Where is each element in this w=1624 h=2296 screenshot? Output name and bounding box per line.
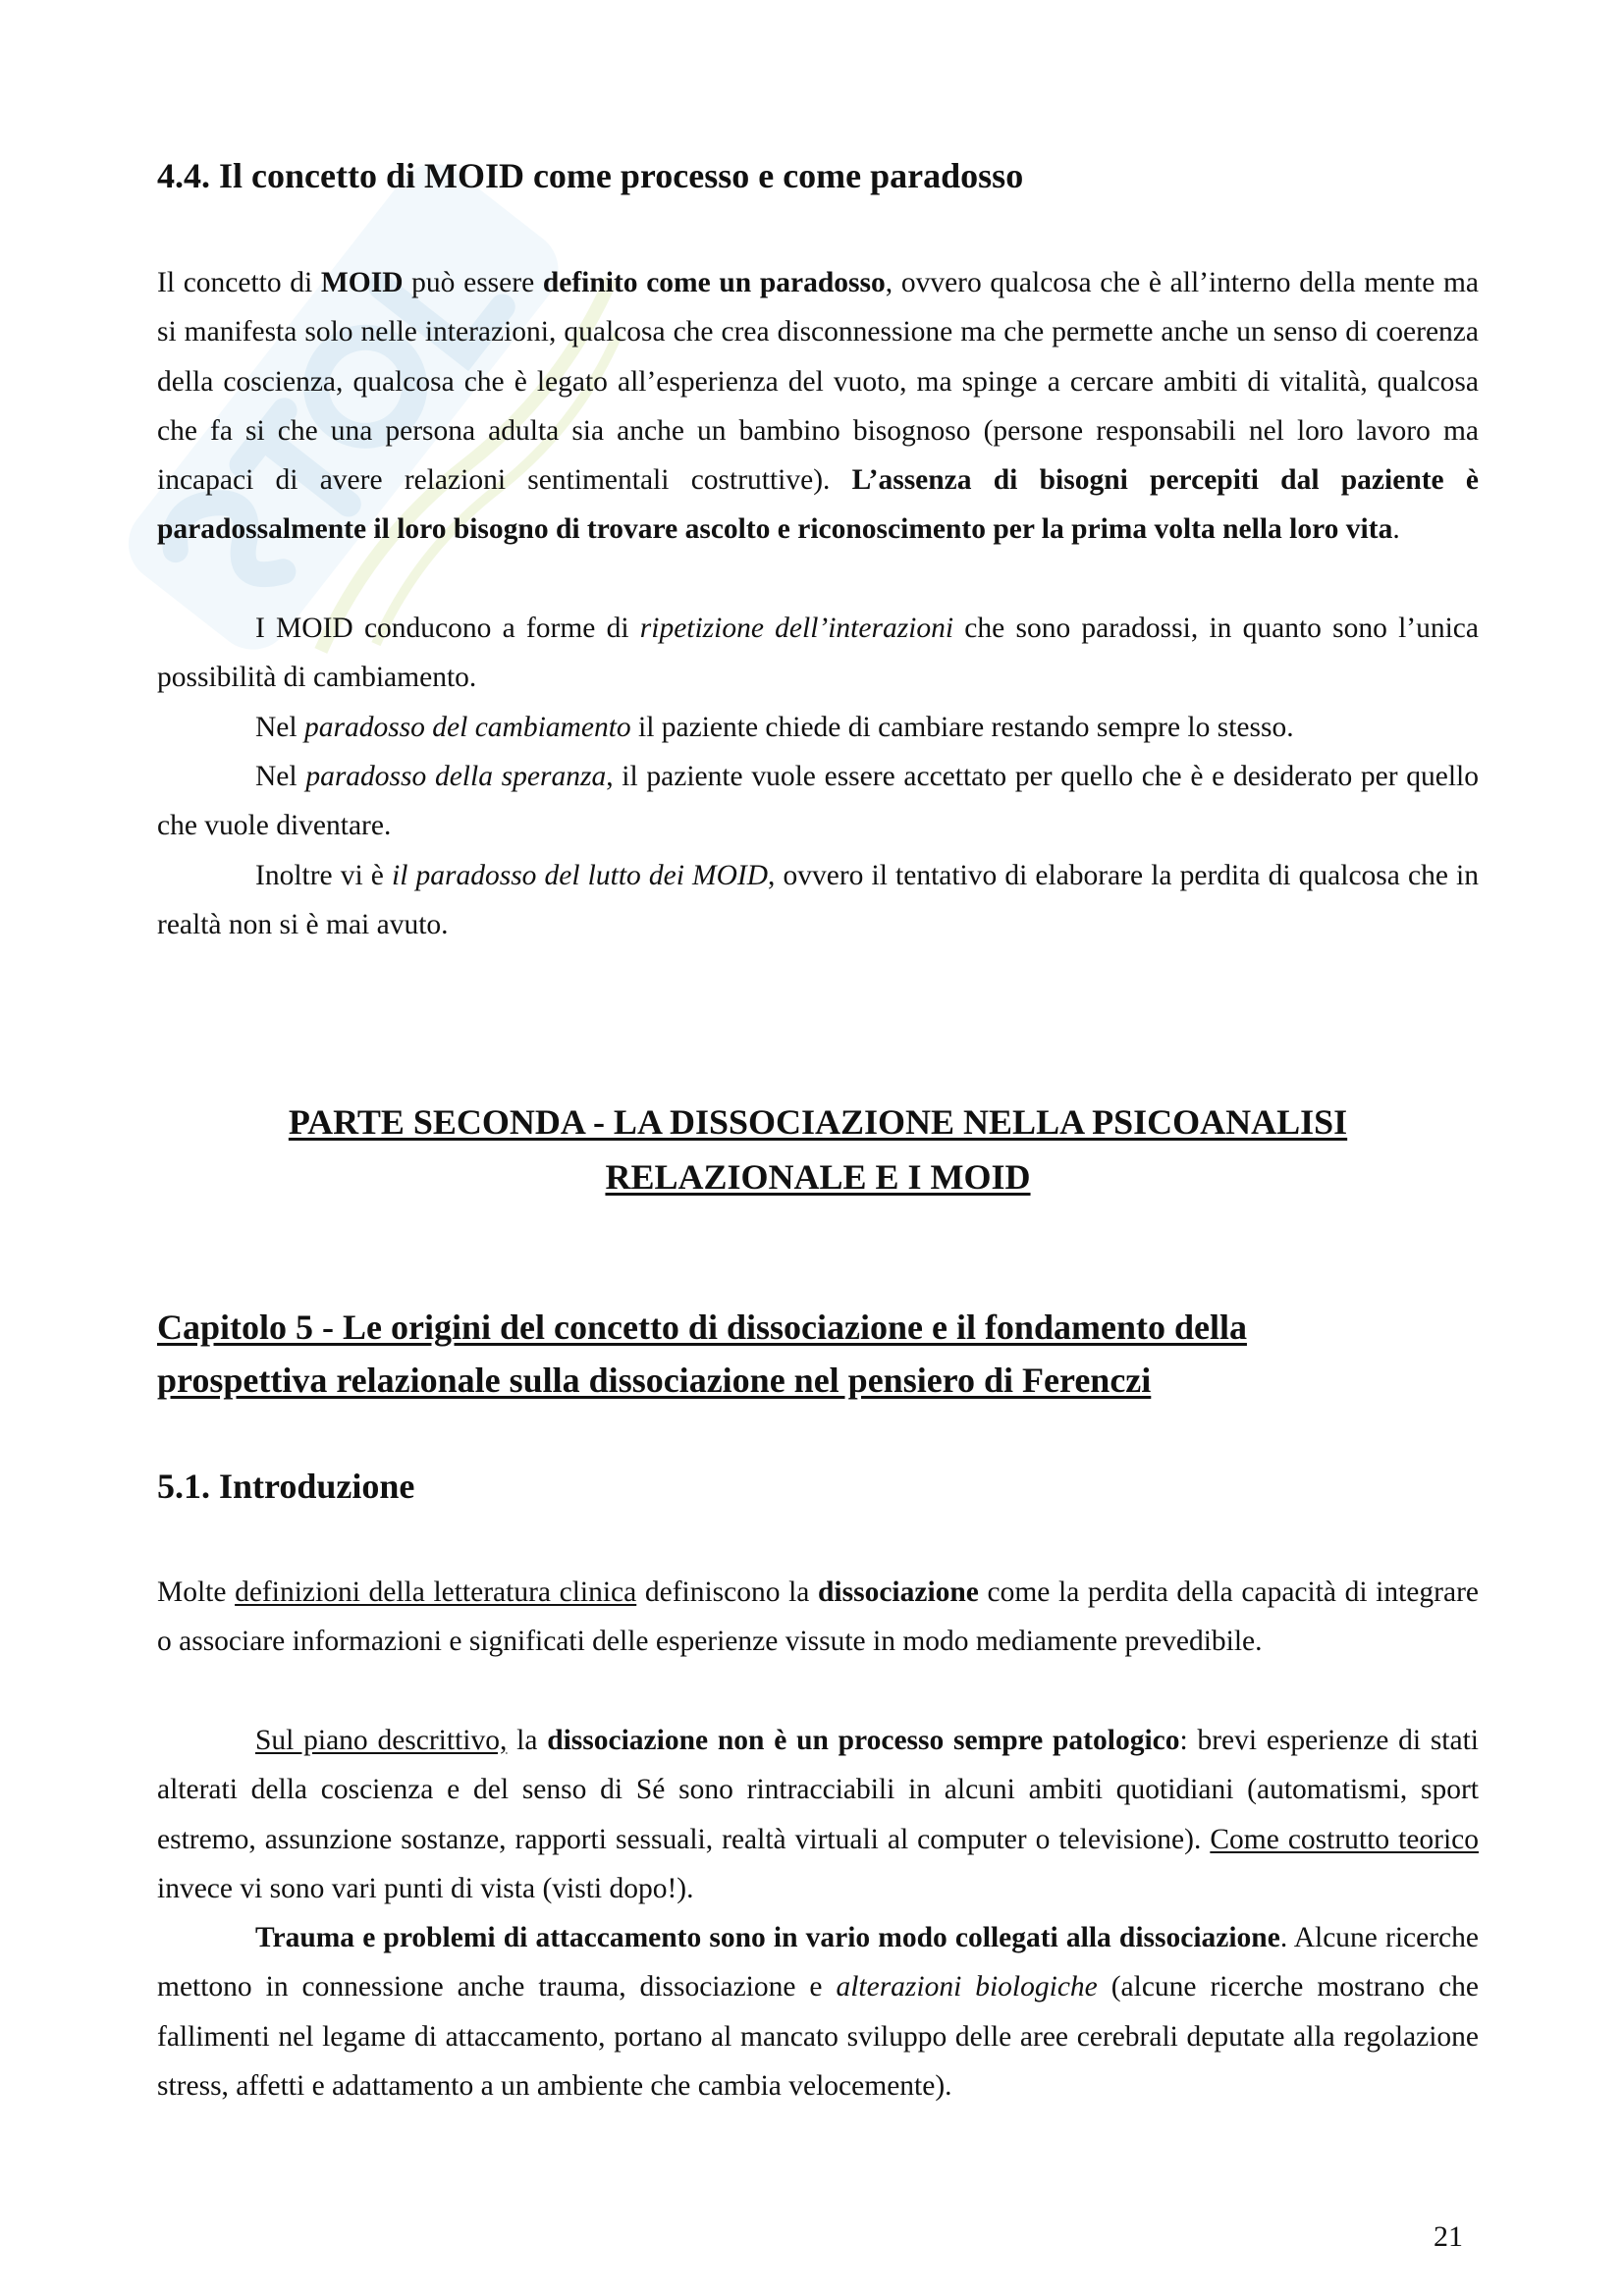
text-run: Il concetto di (157, 267, 321, 298)
bold-text: dissociazione non è un processo sempre patologico (547, 1725, 1180, 1756)
paragraph-descriptive-level (157, 1716, 1479, 1913)
text-run: I MOID conducono a forme di (255, 613, 640, 644)
text-run: , il paziente vuole essere accettato per quello che è e desiderato per quello che vuole diventare. (157, 761, 1480, 842)
underlined-text: definizioni della letteratura clinica (235, 1576, 637, 1608)
text-run: Inoltre vi è (255, 860, 392, 891)
paragraph-change-paradox (157, 703, 1479, 752)
bold-text: L’assenza di bisogni percepiti dal paziente è paradossalmente il loro bisogno di trovare ascolto e riconoscimento per la prima volta nella loro vita (157, 464, 1479, 546)
text-run: definiscono la (636, 1576, 818, 1608)
paragraph-trauma-attachment (157, 1913, 1479, 2110)
text-run: . Alcune ricerche mettono in connessione anche trauma, dissociazione e (157, 1922, 1479, 2003)
page-number: 21 (1434, 2220, 1463, 2253)
bold-text: Trauma e problemi di attaccamento sono in vario modo collegati alla dissociazione (255, 1922, 1280, 1953)
part-title (157, 1095, 1479, 1204)
italic-text: ripetizione dell’interazioni (639, 613, 954, 644)
text-run: invece vi sono vari punti di vista (visti dopo!). (157, 1872, 694, 1904)
text-run: , ovvero qualcosa che è all’interno della mente ma si manifesta solo nelle interazioni, qualcosa che crea disconnessione ma che permette anche un senso di coerenza della coscienza, qualcosa che è legato all’esperienza del vuoto, ma spinge a cercare ambiti di vitalità, qualcosa che fa si che una persona adulta sia anche un bambino bisognoso (persone responsabili nel loro lavoro ma incapaci di avere relazioni sentimentali costruttive). (157, 267, 1480, 497)
text-run: , ovvero il tentativo di elaborare la perdita di qualcosa che in realtà non si è mai avuto. (157, 860, 1479, 941)
text-run: : brevi esperienze di stati alterati della coscienza e del senso di Sé sono rintracciabili in alcuni ambiti quotidiani (automatismi, sport estremo, assunzione sostanze, rapporti sessuali, realtà virtuali al computer o televisione). (157, 1725, 1479, 1855)
chapter-title (157, 1301, 1479, 1407)
text-run: Molte (157, 1576, 236, 1608)
paragraph-mourning-paradox (157, 851, 1479, 950)
underlined-text: Sul piano descrittivo, (255, 1725, 508, 1756)
text-run: . (1392, 513, 1400, 546)
text-run: che sono paradossi, in quanto sono l’unica possibilità di cambiamento. (157, 613, 1479, 694)
text-run: può essere (403, 267, 543, 298)
chapter-title-line-1: Capitolo 5 - Le origini del concetto di dissociazione e il fondamento della (157, 1308, 1247, 1347)
italic-text: il paradosso del lutto dei MOID (392, 860, 769, 891)
underlined-text: Come costrutto teorico (1210, 1823, 1479, 1855)
subsection-title: 5.1. Introduzione (157, 1467, 415, 1506)
chapter-title-line-2: prospettiva relazionale sulla dissociazione nel pensiero di Ferenczi (157, 1361, 1152, 1400)
part-title-line-2: RELAZIONALE E I MOID (605, 1157, 1031, 1197)
italic-text: paradosso della speranza (305, 761, 607, 792)
text-run: come la perdita della capacità di integrare o associare informazioni e significati delle esperienze vissute in modo mediamente prevedibile. (157, 1576, 1479, 1658)
bold-text: definito come un paradosso (542, 267, 886, 298)
paragraph-moid-definition (157, 258, 1479, 555)
bold-text: MOID (320, 267, 404, 298)
text-run: il paziente chiede di cambiare restando sempre lo stesso. (630, 712, 1294, 743)
part-title-line-1: PARTE SECONDA - LA DISSOCIAZIONE NELLA PSICOANALISI (288, 1102, 1348, 1142)
italic-text: paradosso del cambiamento (303, 712, 631, 743)
italic-text: alterazioni biologiche (836, 1971, 1098, 2003)
text-run: Nel (255, 761, 306, 792)
text-run: Nel (255, 712, 304, 743)
paragraph-dissociation-definition (157, 1568, 1479, 1667)
text-run: la (507, 1725, 548, 1756)
paragraph-repetition (157, 604, 1479, 703)
bold-text: dissociazione (818, 1576, 979, 1608)
paragraph-hope-paradox (157, 752, 1479, 851)
section-title: 4.4. Il concetto di MOID come processo e come paradosso (157, 156, 1024, 195)
text-run: (alcune ricerche mostrano che fallimenti nel legame di attaccamento, portano al mancato sviluppo delle aree cerebrali deputate alla regolazione stress, affetti e adattamento a un ambiente che cambia velocemente). (157, 1971, 1480, 2102)
